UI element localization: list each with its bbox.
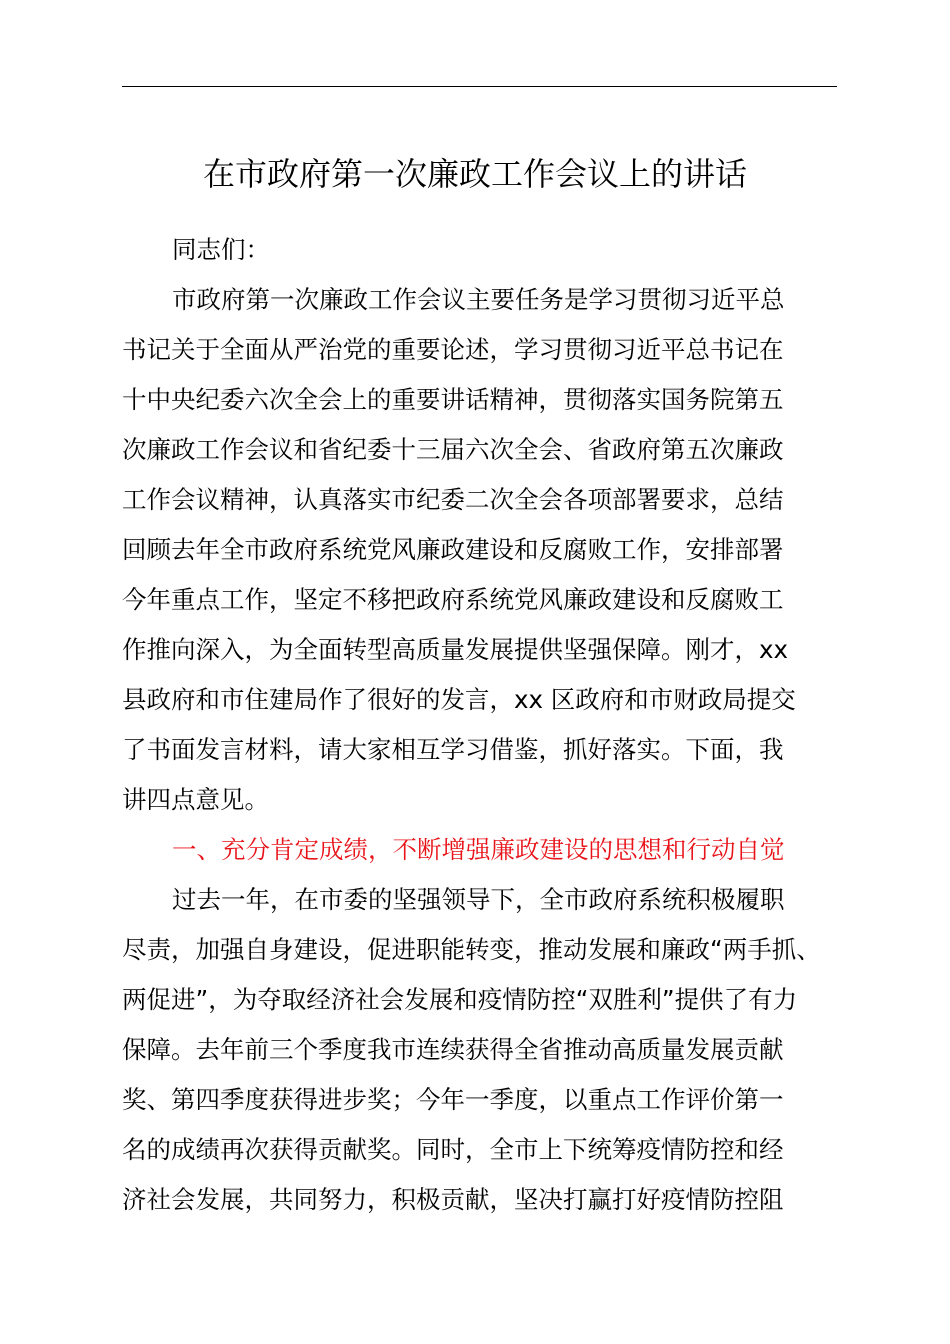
paragraph-intro [122,275,836,825]
paragraph-line: 市政府第一次廉政工作会议主要任务是学习贯彻习近平总 [172,285,785,314]
paragraph-line: 保障。去年前三个季度我市连续获得全省推动高质量发展贡献 [122,1035,784,1064]
paragraph-line: 过去一年，在市委的坚强领导下，全市政府系统积极履职 [172,885,785,914]
paragraph-line: 奖、第四季度获得进步奖；今年一季度，以重点工作评价第一 [122,1085,784,1114]
document-body [122,225,836,1225]
paragraph-line: 济社会发展，共同努力，积极贡献，坚决打赢打好疫情防控阻 [122,1185,784,1214]
paragraph-line: 回顾去年全市政府系统党风廉政建设和反腐败工作，安排部署 [122,535,784,564]
paragraph-line: 今年重点工作，坚定不移把政府系统党风廉政建设和反腐败工 [122,585,784,614]
paragraph-line: 讲四点意见。 [122,785,269,814]
salutation: 同志们： [172,235,270,264]
paragraph-line: 名的成绩再次获得贡献奖。同时，全市上下统筹疫情防控和经 [122,1135,784,1164]
header-rule [122,86,837,87]
section-heading: 一、充分肯定成绩，不断增强廉政建设的思想和行动自觉 [172,835,785,864]
paragraph-line: 两促进”，为夺取经济社会发展和疫情防控“双胜利”提供了有力 [122,985,798,1014]
paragraph-line: 尽责，加强自身建设，促进职能转变，推动发展和廉政“两手抓、 [122,935,821,964]
paragraph-line: 十中央纪委六次全会上的重要讲话精神，贯彻落实国务院第五 [122,385,784,414]
paragraph-achievements [122,875,836,1225]
paragraph-line: 作推向深入，为全面转型高质量发展提供坚强保障。刚才，xx [122,635,788,664]
document-title: 在市政府第一次廉政工作会议上的讲话 [202,155,747,193]
paragraph-line: 工作会议精神，认真落实市纪委二次全会各项部署要求，总结 [122,485,784,514]
paragraph-line: 书记关于全面从严治党的重要论述，学习贯彻习近平总书记在 [122,335,784,364]
paragraph-line: 次廉政工作会议和省纪委十三届六次全会、省政府第五次廉政 [122,435,784,464]
paragraph-line: 县政府和市住建局作了很好的发言，xx 区政府和市财政局提交 [122,685,796,714]
paragraph-line: 了书面发言材料，请大家相互学习借鉴，抓好落实。下面，我 [122,735,784,764]
